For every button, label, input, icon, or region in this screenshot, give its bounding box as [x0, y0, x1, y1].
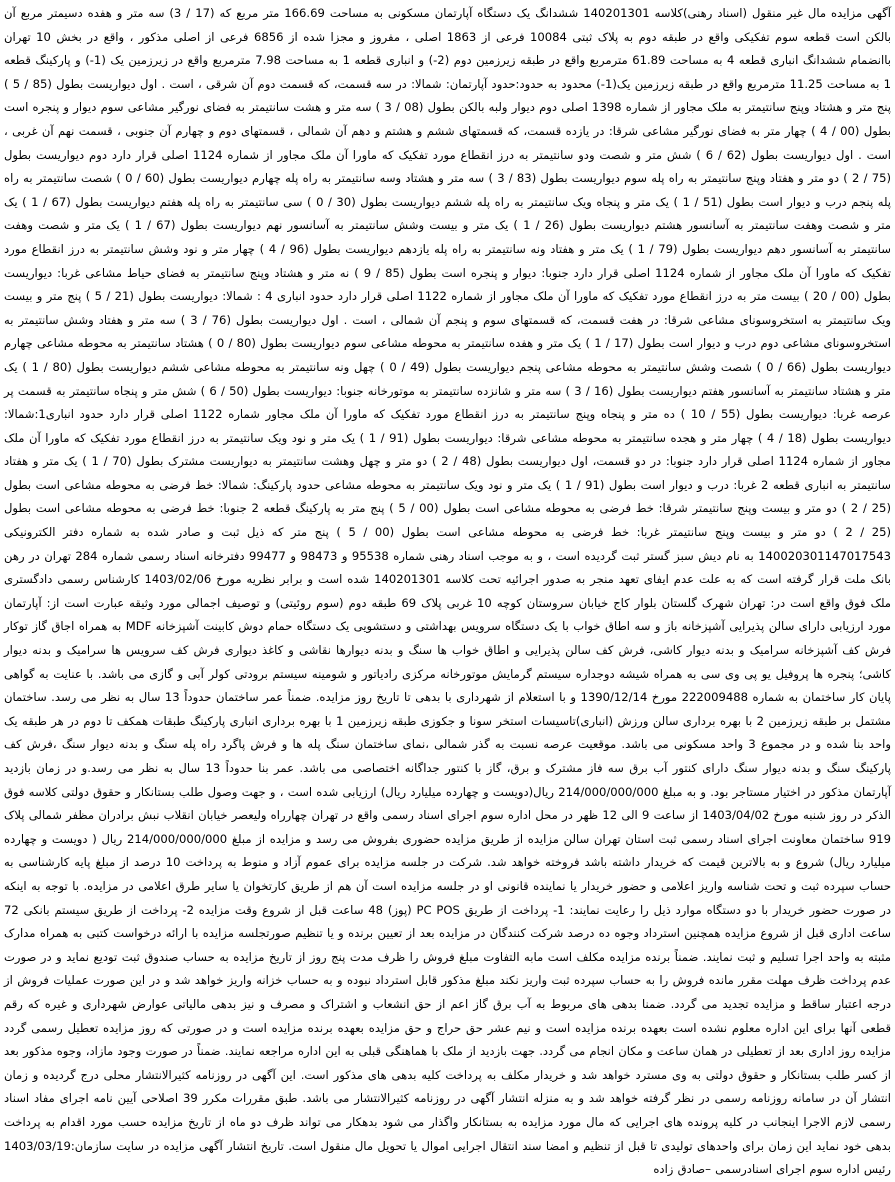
- auction-notice-body: آگهی مزایده مال غیر منقول (اسناد رهنی)کلاسه 140201301 ششدانگ یک دستگاه آپارتمان مسکونی به مساحت 166.69 متر مربع که (17 / 3) سه متر و هفده دسیمتر مربع آن بالکن است قطعه سوم تفکیکی واقع در طبقه دوم به پلاک ثبتی 10084 فرعی از 1863 اصلی ، مفروز و مجزا شده از 6856 فرعی از اصلی مذکور ، واقع در بخش 10 تهران باانضمام ششدانگ انباری قطعه 4 به مساحت 61.89 مترمربع واقع در طبقه زیرزمین دوم (2-) و انباری قطعه 1 به مساحت 7.98 مترمربع واقع در زیرزمین یک (1-) و پارکینگ قطعه 1 به مساحت 11.25 مترمربع واقع در طبقه زیرزمین یک(1-) محدود به حدود:حدود آپارتمان: شمالا: در سه قسمت، که قسمت دوم آن شرقی ، است . اول دیواریست بطول (85 / 5 ) پنج متر و هشتاد وپنج سانتیمتر به ملک مجاور از شماره 1398 اصلی دوم دیوار ولبه بالکن بطول (08 / 3 ) سه متر و هشت سانتیمتر به فضای نورگیر مشاعی سوم دیوار و پنجره است بطول (00 / 4 ) چهار متر به فضای نورگیر مشاعی شرقا: در یازده قسمت، که قسمتهای ششم و هشتم و دهم آن شمالی ، قسمتهای دوم و چهارم آن جنوبی ، قسمت نهم آن غربی ، است . اول دیواریست بطول (62 / 6 ) شش متر و شصت ودو سانتیمتر به درز انقطاع مورد تفکیک که ماورا آن ملک مجاور از شماره 1124 اصلی قرار دارد دوم دیواریست بطول (75 / 2 ) دو متر و هفتاد وپنج سانتیمتر به راه پله سوم دیواریست بطول (83 / 3 ) سه متر و هشتاد وسه سانتیمتر به راه پله چهارم دیواریست بطول (60 / 0 ) شصت سانتیمتر به راه پله پنجم درب و دیوار است بطول (51 / 1 ) یک متر و پنجاه ویک سانتیمتر به راه پله ششم دیواریست بطول (30 / 0 ) سی سانتیمتر به راه پله هفتم دیواریست بطول (67 / 1 ) یک متر و شصت وهفت سانتیمتر به آسانسور هشتم دیواریست بطول (26 / 1 ) یک متر و بیست وشش سانتیمتر به آسانسور نهم دیواریست بطول (67 / 1 ) یک متر و شصت وهفت سانتیمتر به آسانسور دهم دیواریست بطول (79 / 1 ) یک متر و هفتاد ونه سانتیمتر به راه پله یازدهم دیواریست بطول (96 / 4 ) چهار متر و نود وشش سانتیمتر به درز انقطاع مورد تفکیک که ماورا آن ملک مجاور از شماره 1124 اصلی قرار دارد جنوبا: دیوار و پنجره است بطول (85 / 9 ) نه متر و هشتاد وپنج سانتیمتر به فضای حیاط مشاعی غربا: دیواریست بطول (00 / 20 ) بیست متر به درز انقطاع مورد تفکیک که ماورا آن ملک مجاور از شماره 1122 اصلی قرار دارد حدود انباری 4 : شمالا: دیواریست بطول (21 / 5 ) پنج متر و بیست ویک سانتیمتر به استخروسونای مشاعی شرقا: در هفت قسمت، که قسمتهای سوم و پنجم آن شمالی ، است . اول دیواریست بطول (76 / 3 ) سه متر و هفتاد وشش سانتیمتر به استخروسونای مشاعی دوم درب و دیوار است بطول (17 / 1 ) یک متر و هفده سانتیمتر به محوطه مشاعی سوم دیواریست بطول (80 / 0 ) هشتاد سانتیمتر به محوطه مشاعی چهارم دیواریست بطول (66 / 0 ) شصت وشش سانتیمتر به محوطه مشاعی پنجم دیواریست بطول (49 / 0 ) چهل ونه سانتیمتر به محوطه مشاعی ششم دیواریست بطول (80 / 1 ) یک متر و هشتاد سانتیمتر به آسانسور هفتم دیواریست بطول (16 / 3 ) سه متر و شانزده سانتیمتر به موتورخانه جنوبا: دیواریست بطول (50 / 6 ) شش متر و پنجاه سانتیمتر به قسمت پر عرصه غربا: دیواریست بطول (55 / 10 ) ده متر و پنجاه وپنج سانتیمتر به درز انقطاع مورد تفکیک که ماورا آن ملک مجاور شماره 1122 اصلی قرار دارد حدود انباری1:شمالا: دیواریست بطول (18 / 4 ) چهار متر و هجده سانتیمتر به محوطه مشاعی شرقا: دیواریست بطول (91 / 1 ) یک متر و نود ویک سانتیمتر به درز انقطاع مورد تفکیک که ماورا آن ملک مجاور از شماره 1124 اصلی قرار دارد جنوبا: در دو قسمت، اول دیواریست بطول (48 / 2 ) دو متر و چهل وهشت سانتیمتر به دیواریست مشترک بطول (70 / 1 ) یک متر و هفتاد سانتیمتر به انباری قطعه 2 غربا: درب و دیوار است بطول (91 / 1 ) یک متر و نود ویک سانتیمتر به محوطه مشاعی حدود پارکینگ: شمالا: خط فرضی به محوطه مشاعی است بطول (25 / 2 ) دو متر و بیست وپنج سانتیمتر شرقا: خط فرضی به محوطه مشاعی است بطول (00 / 5 ) پنج متر به پارکینگ قطعه 2 جنوبا: خط فرضی به محوطه مشاعی است بطول (25 / 2 ) دو متر و بیست وپنج سانتیمتر غربا: خط فرضی به محوطه مشاعی است بطول (00 / 5 ) پنج متر که ذیل ثبت و صادر شده به شماره دفتر الکترونیکی 140020301147017543 به نام دیش سبز گستر ثبت گردیده است ، و به موجب اسناد رهنی شماره 95538 و 98473 و 99477 دفترخانه اسناد رسمی شماره 284 تهران در رهن بانک ملت قرار گرفته است که به علت عدم ایفای تعهد منجر به صدور اجرائیه تحت کلاسه 140201301 شده است و برابر نظریه مورخ 1403/02/06 کارشناس رسمی دادگستری ملک فوق واقع است در: تهران شهرک گلستان بلوار کاج خیابان سروستان کوچه 10 غربی پلاک 69 طبقه دوم (سوم روئیتی) و توصیف اجمالی مورد وثیقه عبارت است از: آپارتمان مورد ارزیابی دارای سالن پذیرایی آشپزخانه باز و سه اطاق خواب با یک دستگاه سرویس بهداشتی و دستشویی یک دستگاه حمام دوش کابینت آشپزخانه MDF به همراه اجاق گاز توکار فرش کف آشپزخانه سرامیک و بدنه دیوار کاشی، فرش کف سالن پذیرایی و اطاق خواب ها سنگ و بدنه دیوارها نقاشی و کاغذ دیواری فرش کف سرویس ها سرامیک و بدنه دیوار کاشی؛ پنجره ها پروفیل یو پی وی سی به همراه شیشه دوجداره سیستم گرمایش موتورخانه مرکزی رادیاتور و شومینه سیستم برودتی کولر آبی و گازی می باشد. با عنایت به گواهی پایان کار ساختمان به شماره 222009488 مورخ 1390/12/14 و با استعلام از شهرداری با بدهی تا تاریخ روز مزایده. ضمناً عمر ساختمان حدوداً 13 سال به نظر می رسد. ساختمان مشتمل بر طبقه زیرزمین 2 با بهره برداری سالن ورزش (انباری)تاسیسات استخر سونا و جکوزی طبقه زیرزمین 1 با بهره برداری انباری پارکینگ طبقات همکف تا دوم در هر طبقه یک واحد بنا شده و در مجموع 3 واحد مسکونی می باشد. موقعیت عرصه نسبت به گذر شمالی ،نمای ساختمان سنگ پله ها و فرش پاگرد راه پله سنگ و بدنه دیوار سنگ ،فرش کف پارکینگ سنگ و بدنه دیوار سنگ دارای کنتور آب برق سه فاز مشترک و برق، گاز با کنتور جداگانه اختصاصی می باشد. عمر بنا حدوداً 13 سال به نظر می رسد.و در زمان بازدید آپارتمان مذکور در اختیار مستاجر بود. و به مبلغ 214/000/000/000 ریال(دویست و چهارده میلیارد ریال) ارزیابی شده است ، و جهت وصول طلب بستانکار و حقوق دولتی کلاسه فوق الذکر در روز شنبه مورخ 1403/04/02 از ساعت 9 الی 12 ظهر در محل اداره سوم اجرای اسناد رسمی واقع در تهران چهارراه ولیعصر خیابان انقلاب نبش برادران مظفر شمالی پلاک 919 ساختمان معاونت اجرای اسناد رسمی ثبت استان تهران سالن مزایده از طریق مزایده حضوری بفروش می رسد و مزایده از مبلغ 214/000/000/000 ریال ( دویست و چهارده میلیارد ریال) شروع و به بالاترین قیمت که خریدار داشته باشد فروخته خواهد شد. شرکت در جلسه مزایده برای عموم آزاد و منوط به پرداخت 10 درصد از مبلغ پایه کارشناسی به حساب سپرده ثبت و تحت شناسه واریز اعلامی و حضور خریدار یا نماینده قانونی او در جلسه مزایده است آن هم از طریق کارتخوان یا سایر طرق اعلامی در مزایده. با توجه به اینکه در صورت حضور خریدار با دو دستگاه موارد ذیل را رعایت نمایند: 1- پرداخت از طریق PC POS (پوز) 48 ساعت قبل از شروع وقت مزایده 2- پرداخت از طریق سیستم بانکی 72 ساعت اداری قبل از شروع مزایده همچنین استرداد وجوه ده درصد شرکت کنندگان در مزایده بعد از تعیین برنده و یا تنظیم صورتجلسه مزایده با ارائه درخواست کتبی به همراه مدارک مثبته به واحد اجرا تسلیم و ثبت نمایند. ضمناً برنده مزایده مکلف است مابه التفاوت مبلغ فروش را ظرف مدت پنج روز از تاریخ مزایده به حساب صندوق ثبت تودیع نماید و در صورت عدم پرداخت ظرف مهلت مقرر مانده فروش را به حساب سپرده ثبت واریز نکند مبلغ مذکور قابل استرداد نبوده و به حساب خزانه واریز خواهد شد و در این صورت عملیات فروش از درجه اعتبار ساقط و مزایده تجدید می گردد. ضمنا بدهی های مربوط به آب برق گاز اعم از حق انشعاب و اشتراک و مصرف و نیز بدهی مالیاتی عوارض شهرداری و غیره که رقم قطعی آنها برای این اداره معلوم نشده است بعهده برنده مزایده است و نیم عشر حق حراج و حق مزایده بعهده برنده مزایده است و در صورتی که روز مزایده تعطیل رسمی گردد مزایده روز اداری بعد از تعطیلی در همان ساعت و مکان انجام می گردد. جهت بازدید از ملک با هماهنگی قبلی به این اداره مراجعه نمایند. ضمناً در صورت وجود مازاد، وجوه مذکور بعد از کسر طلب بستانکار و حقوق دولتی به وی مسترد خواهد شد و خریدار مکلف به پرداخت کلیه بدهی های مذکور است. این آگهی در روزنامه کثیرالانتشار محلی درج گردیده و زمان انتشار آن در سامانه روزنامه رسمی در نظر گرفته خواهد شد و به منزله انتشار آگهی در روزنامه کثیرالانتشار می باشد. طبق مقررات مکرر 39 اصلاحی آیین نامه اجرای مفاد اسناد رسمی لازم الاجرا اینجانب در کلیه پرونده های اجرایی که مال مورد مزایده به بستانکار واگذار می شود بدهکار می تواند ظرف دو ماه از تاریخ مزایده حسب مورد اقدام به پرداخت بدهی خود نماید این زمان برای واحدهای تولیدی تا قبل از تنظیم و امضا سند انتقال اجرایی اموال یا تحویل مال منقول است. تاریخ انتشار آگهی مزایده در سایت سازمان:1403/03/19 رئیس اداره سوم اجرای اسنادرسمی –صادق زاده: [4, 6, 892, 1177]
